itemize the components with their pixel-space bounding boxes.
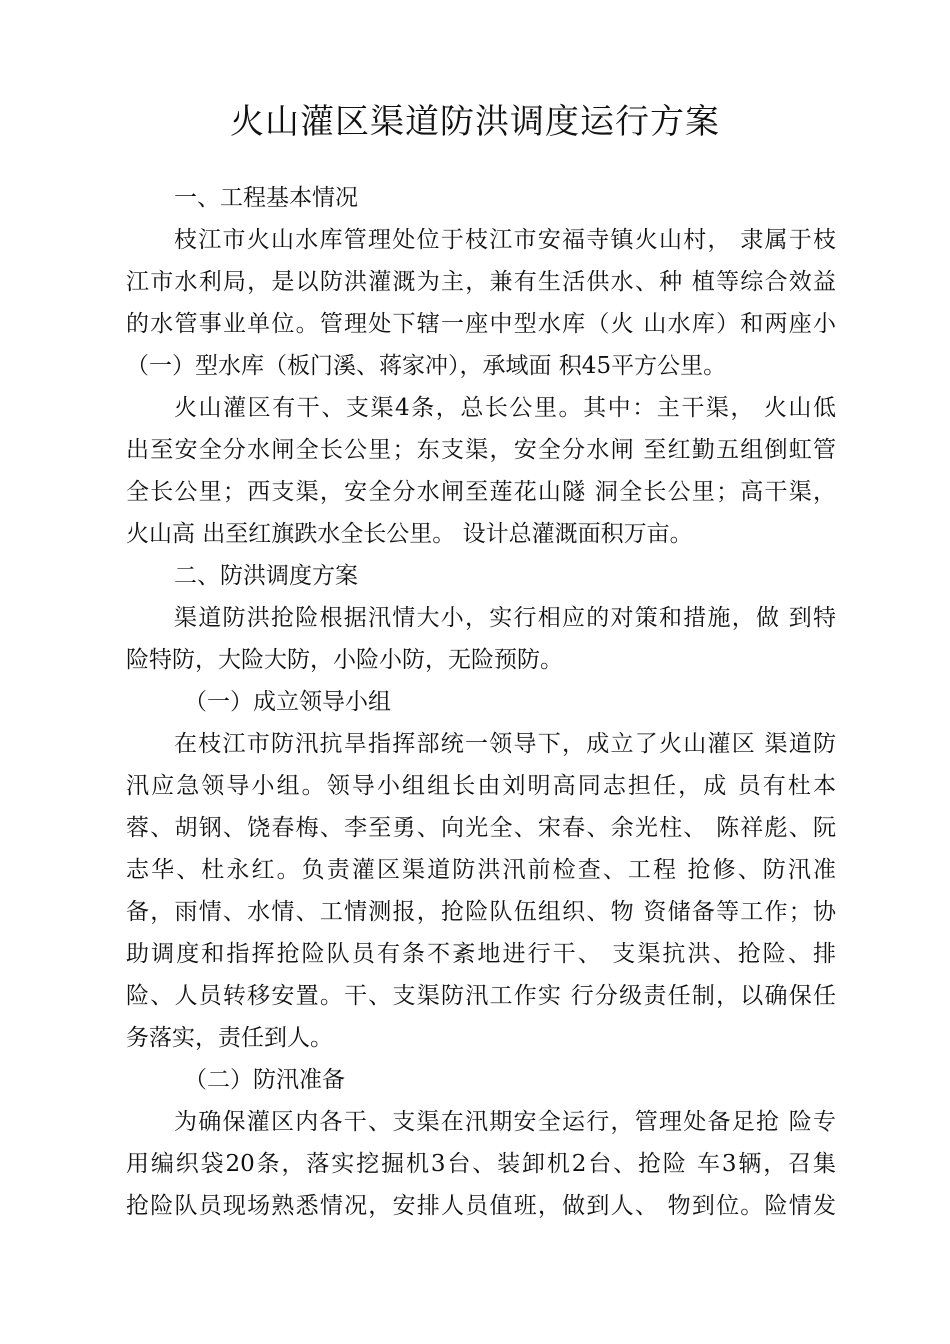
paragraph-line: 备，雨情、水情、工情测报，抢险队伍组织、物 资储备等工作；协 xyxy=(126,899,836,925)
subsection-heading-flood-preparation: （二）防汛准备 xyxy=(184,1067,345,1093)
paragraph-line: 枝江市火山水库管理处位于枝江市安福寺镇火山村， 隶属于枝 xyxy=(174,227,836,253)
paragraph-line: 渠道防洪抢险根据汛情大小，实行相应的对策和措施，做 到特 xyxy=(174,605,836,631)
paragraph-line: 的水管事业单位。管理处下辖一座中型水库（火 山水库）和两座小 xyxy=(126,311,836,337)
paragraph-line: 全长公里；西支渠，安全分水闸至莲花山隧 洞全长公里；高干渠， xyxy=(126,479,836,505)
paragraph-line: 用编织袋20条，落实挖掘机3台、装卸机2台、抢险 车3辆，召集 xyxy=(126,1151,836,1177)
paragraph-line: 火山灌区有干、支渠4条，总长公里。其中：主干渠， 火山低 xyxy=(174,395,836,421)
section-heading-project-overview: 一、工程基本情况 xyxy=(174,185,358,211)
paragraph-line: 助调度和指挥抢险队员有条不紊地进行干、 支渠抗洪、抢险、排 xyxy=(126,941,836,967)
paragraph-line: 险、人员转移安置。干、支渠防汛工作实 行分级责任制，以确保任 xyxy=(126,983,836,1009)
paragraph-line: 志华、杜永红。负责灌区渠道防洪汛前检查、工程 抢修、防汛准 xyxy=(126,857,836,883)
section-heading-flood-plan: 二、防洪调度方案 xyxy=(174,563,358,589)
paragraph-line: 汛应急领导小组。领导小组组长由刘明高同志担任，成 员有杜本 xyxy=(126,773,836,799)
paragraph-line: 出至安全分水闸全长公里；东支渠，安全分水闸 至红勤五组倒虹管 xyxy=(126,437,836,463)
subsection-heading-leadership-group: （一）成立领导小组 xyxy=(184,689,391,715)
paragraph-line: 险特防，大险大防，小险小防，无险预防。 xyxy=(126,647,563,673)
paragraph-line: 在枝江市防汛抗旱指挥部统一领导下，成立了火山灌区 渠道防 xyxy=(174,731,836,757)
paragraph-line: 火山高 出至红旗跌水全长公里。 设计总灌溉面积万亩。 xyxy=(126,521,693,547)
paragraph-line: 蓉、胡钢、饶春梅、李至勇、向光全、宋春、余光柱、 陈祥彪、阮 xyxy=(126,815,836,841)
paragraph-line: 抢险队员现场熟悉情况，安排人员值班，做到人、 物到位。险情发 xyxy=(126,1193,836,1219)
paragraph-line: 江市水利局，是以防洪灌溉为主，兼有生活供水、种 植等综合效益 xyxy=(126,269,836,295)
paragraph-line: 务落实，责任到人。 xyxy=(126,1025,333,1051)
paragraph-line: 为确保灌区内各干、支渠在汛期安全运行，管理处备足抢 险专 xyxy=(174,1109,836,1135)
paragraph-line: （一）型水库（板门溪、蒋家冲），承域面 积45平方公里。 xyxy=(126,353,727,379)
document-title: 火山灌区渠道防洪调度运行方案 xyxy=(230,102,720,142)
